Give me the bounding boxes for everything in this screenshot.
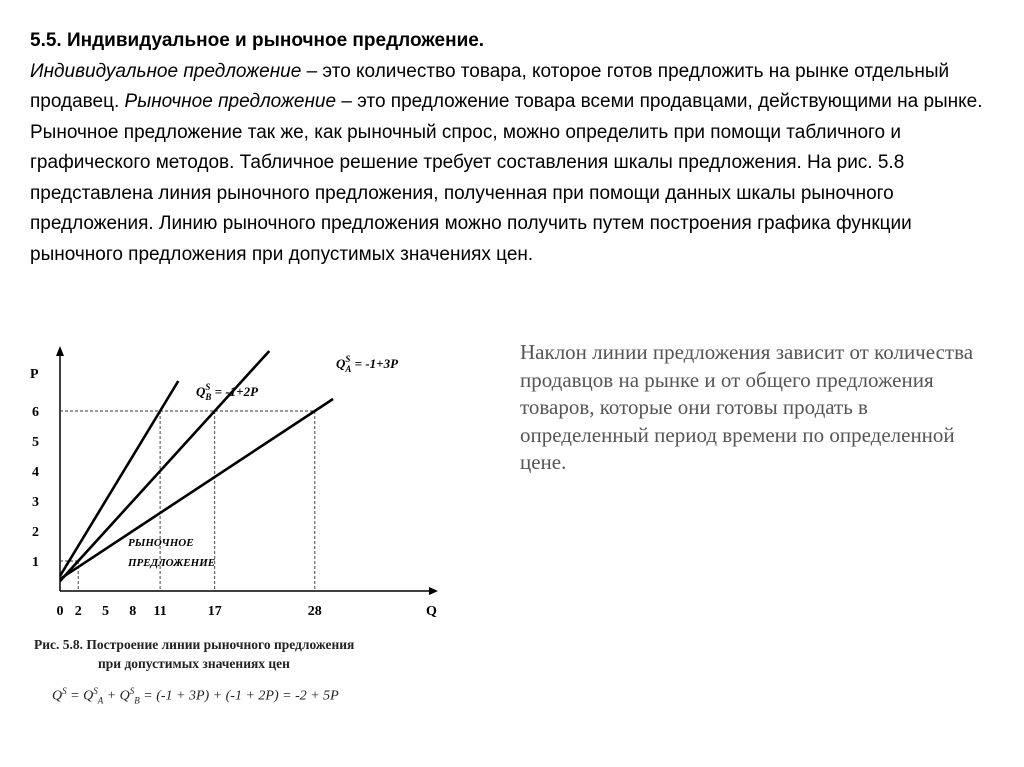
- x-axis-arrow: [429, 587, 438, 595]
- side-note: Наклон линии предложения зависит от количества продавцов на рынке и от общего предложения товаров, которые они готовы продать в определенный период времени по определенной цене.: [520, 340, 974, 474]
- market-supply-formula: [52, 686, 452, 705]
- x-tick-label-0: 0: [56, 604, 64, 619]
- y-tick-label-3: 3: [32, 495, 39, 510]
- paragraph-methods: Рыночное предложение так же, как рыночный спрос, можно определить при помощи табличного и графического методов. Табличное решение требует составления шкалы предложения. На рис. 5.8 представлена линия рыночного предложения, полученная при помощи данных шкалы рыночного предложения. Линию рыночного предложения можно получить путем построения графика функции рыночного предложения при допустимых значениях цен.: [30, 121, 912, 265]
- x-tick-label-11: 11: [153, 604, 167, 619]
- y-tick-label-4: 4: [32, 465, 39, 480]
- formula-sup-s: S: [62, 686, 67, 696]
- x-tick-label-2: 2: [74, 604, 82, 619]
- paragraph-definitions: [30, 57, 1000, 118]
- formula-sup-s-b: S: [129, 686, 135, 696]
- x-axis-label: Q: [426, 604, 437, 619]
- market-supply-label-line2: ПРЕДЛОЖЕНИЕ: [128, 557, 216, 569]
- figure-caption-line1: Рис. 5.8. Построение линии рыночного предложения: [34, 637, 355, 652]
- x-tick-label-8: 8: [129, 604, 137, 619]
- y-tick-label-5: 5: [32, 435, 39, 450]
- formula-plus: + Q: [103, 688, 130, 704]
- market-supply-label-line1: РЫНОЧНОЕ: [128, 537, 194, 549]
- y-axis-arrow: [56, 346, 64, 356]
- term-individual-supply: Индивидуальное предложение: [30, 60, 302, 82]
- formula-eq1: = Q: [66, 688, 94, 704]
- term-market-supply: Рыночное предложение: [124, 91, 337, 112]
- x-tick-label-28: 28: [307, 604, 322, 619]
- y-tick-label-6: 6: [32, 405, 39, 420]
- supply-line-a-label: $Q^S$ A = -1+3P: [336, 354, 399, 374]
- formula-sup-s-a: S: [93, 686, 98, 696]
- y-axis-label: P: [30, 367, 39, 382]
- supply-line-b-label: $Q^S$ B = -1+2P: [196, 382, 259, 402]
- y-tick-label-1: 1: [32, 555, 39, 570]
- y-tick-label-2: 2: [32, 525, 39, 540]
- main-text: [30, 26, 1000, 270]
- x-tick-label-17: 17: [207, 604, 222, 619]
- x-tick-label-5: 5: [102, 604, 109, 619]
- formula-sub-a: A: [97, 695, 104, 706]
- supply-chart: [24, 338, 444, 638]
- figure-5-8: [24, 338, 444, 763]
- formula-sub-b: B: [134, 695, 140, 706]
- formula-rest: = (-1 + 3P) + (-1 + 2P) = -2 + 5P: [139, 688, 339, 704]
- definition-individual-supply: – это количество товара, которое готов предложить на рынке отдельный продавец.: [30, 60, 950, 112]
- figure-caption-line2: при допустимых значениях цен: [98, 656, 290, 671]
- definition-market-supply: – это предложение товара всеми продавцами, действующими на рынке.: [336, 91, 983, 112]
- formula-q: Q: [52, 688, 63, 704]
- section-heading: 5.5. Индивидуальное и рыночное предложение.: [30, 30, 485, 51]
